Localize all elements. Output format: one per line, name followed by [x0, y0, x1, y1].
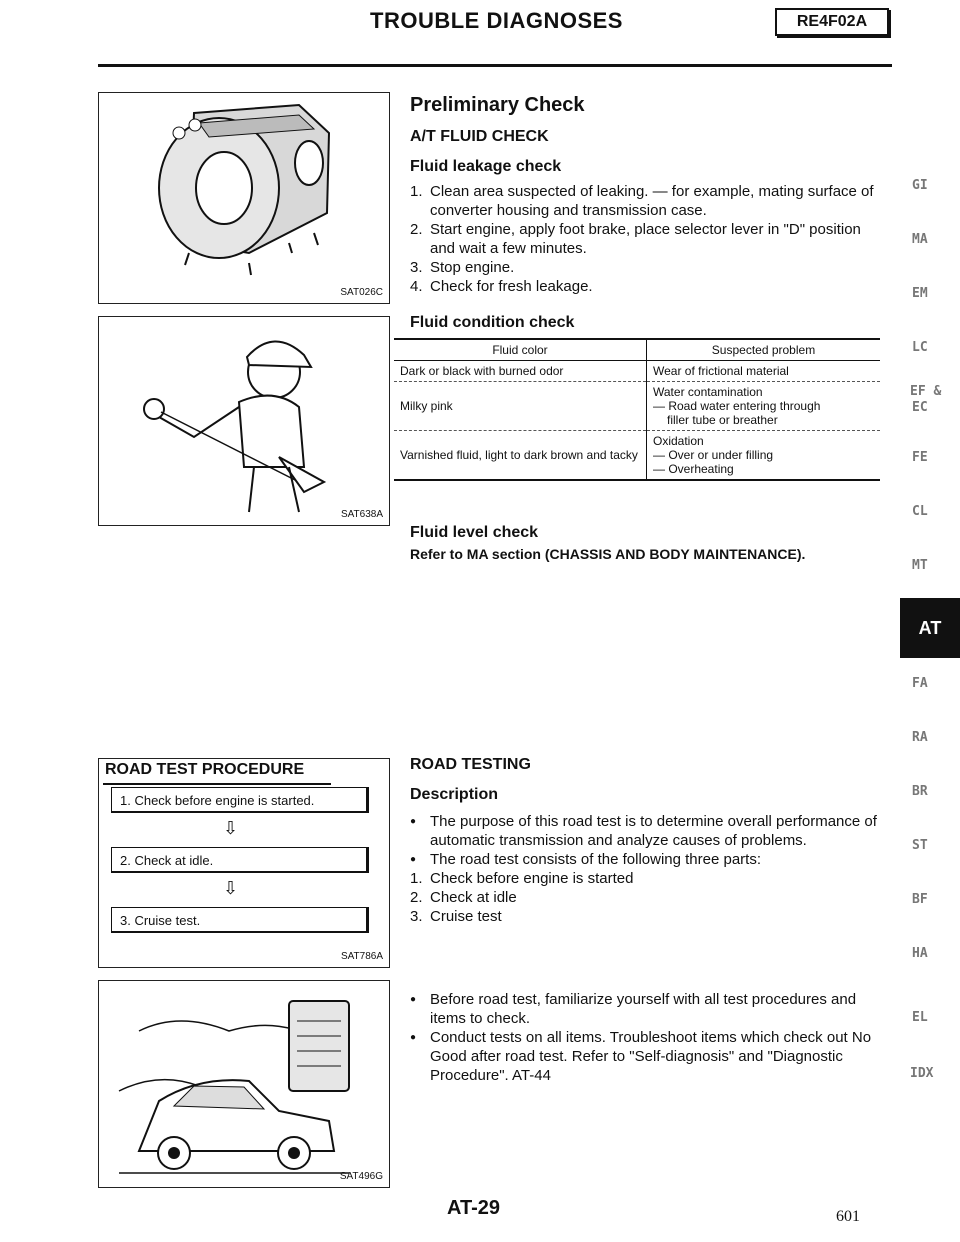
- side-index-bf[interactable]: BF: [912, 892, 928, 907]
- column-header: Suspected problem: [647, 339, 881, 361]
- column-header: Fluid color: [394, 339, 647, 361]
- bullet-item: ● The purpose of this road test is to determine overall performance of automatic transmission and analyze causes of problems.: [410, 813, 877, 849]
- level-reference: Refer to MA section (CHASSIS AND BODY MAINTENANCE).: [410, 546, 806, 562]
- side-index-ra[interactable]: RA: [912, 730, 928, 745]
- side-index-ef[interactable]: EF &: [910, 384, 942, 399]
- model-badge: RE4F02A: [775, 8, 889, 36]
- down-arrow-icon: ⇩: [223, 818, 239, 838]
- transmission-illustration: [99, 93, 389, 303]
- page-label: AT-29: [447, 1197, 500, 1219]
- figure-code: SAT638A: [340, 509, 383, 520]
- car-road-test-figure: [98, 980, 390, 1188]
- bullet-item: ● Conduct tests on all items. Troubleshoot items which check out No Good after road test. Refer to "Self-diagnosis" and "Diagnostic Procedure". AT-44: [410, 1029, 872, 1084]
- leakage-heading: Fluid leakage check: [410, 158, 562, 175]
- leakage-steps: [410, 182, 890, 296]
- side-index-st[interactable]: ST: [912, 838, 928, 853]
- side-index-at-tab[interactable]: AT: [900, 598, 960, 658]
- list-item: 3. Cruise test: [410, 908, 502, 925]
- procedure-step: 3. Cruise test.: [111, 907, 369, 933]
- level-heading: Fluid level check: [410, 524, 539, 541]
- side-index-fe[interactable]: FE: [912, 450, 928, 465]
- road-test-procedure-box: [98, 758, 390, 968]
- list-item: 1. Clean area suspected of leaking. — for example, mating surface of converter housing and transmission case.: [410, 183, 874, 219]
- list-item: 3. Stop engine.: [410, 259, 515, 276]
- road-box-rule: [103, 783, 331, 785]
- list-item: 4. Check for fresh leakage.: [410, 278, 593, 295]
- side-index-cl[interactable]: CL: [912, 504, 928, 519]
- procedure-step: 2. Check at idle.: [111, 847, 369, 873]
- bullet-item: ● Before road test, familiarize yourself with all test procedures and items to check.: [410, 991, 857, 1027]
- road-box-title: ROAD TEST PROCEDURE: [105, 761, 305, 778]
- fluid-condition-table: [394, 338, 880, 481]
- side-index-em[interactable]: EM: [912, 286, 928, 301]
- mechanic-illustration: [99, 317, 389, 525]
- description-heading: Description: [410, 786, 499, 803]
- road-testing-description: [410, 812, 890, 926]
- side-index-br[interactable]: BR: [912, 784, 928, 799]
- page-title: TROUBLE DIAGNOSES: [370, 8, 623, 33]
- car-illustration: [99, 981, 389, 1187]
- side-index-ec[interactable]: EC: [912, 400, 928, 415]
- road-testing-notes: [410, 990, 890, 1085]
- side-index-ma[interactable]: MA: [912, 232, 928, 247]
- side-index-lc[interactable]: LC: [912, 340, 928, 355]
- procedure-step: 1. Check before engine is started.: [111, 787, 369, 813]
- bullet-item: ● The road test consists of the following three parts:: [410, 851, 762, 868]
- transmission-figure: [98, 92, 390, 304]
- figure-code: SAT786A: [340, 951, 383, 962]
- fluid-check-heading: A/T FLUID CHECK: [410, 128, 549, 145]
- list-item: 2. Check at idle: [410, 889, 517, 906]
- condition-heading: Fluid condition check: [410, 314, 575, 331]
- figure-code: SAT496G: [339, 1171, 383, 1182]
- side-index-fa[interactable]: FA: [912, 676, 928, 691]
- list-item: 2. Start engine, apply foot brake, place selector lever in "D" position and wait a few minutes.: [410, 221, 861, 257]
- side-index-gi[interactable]: GI: [912, 178, 928, 193]
- road-testing-heading: ROAD TESTING: [410, 756, 531, 773]
- header-rule: [98, 64, 892, 67]
- table-row: Dark or black with burned odor Wear of frictional material: [394, 361, 880, 382]
- side-index-el[interactable]: EL: [912, 1010, 928, 1025]
- table-row: Milky pink Water contamination — Road water entering through filler tube or breather: [394, 382, 880, 431]
- mechanic-figure: [98, 316, 390, 526]
- figure-code: SAT026C: [340, 287, 383, 298]
- list-item: 1. Check before engine is started: [410, 870, 634, 887]
- side-index-idx[interactable]: IDX: [910, 1066, 934, 1081]
- page-number: 601: [836, 1208, 860, 1225]
- side-index-mt[interactable]: MT: [912, 558, 928, 573]
- preliminary-heading: Preliminary Check: [410, 94, 585, 116]
- side-index-ha[interactable]: HA: [912, 946, 928, 961]
- table-row: Varnished fluid, light to dark brown and tacky Oxidation — Over or under filling — Overheating: [394, 431, 880, 481]
- down-arrow-icon: ⇩: [223, 878, 239, 898]
